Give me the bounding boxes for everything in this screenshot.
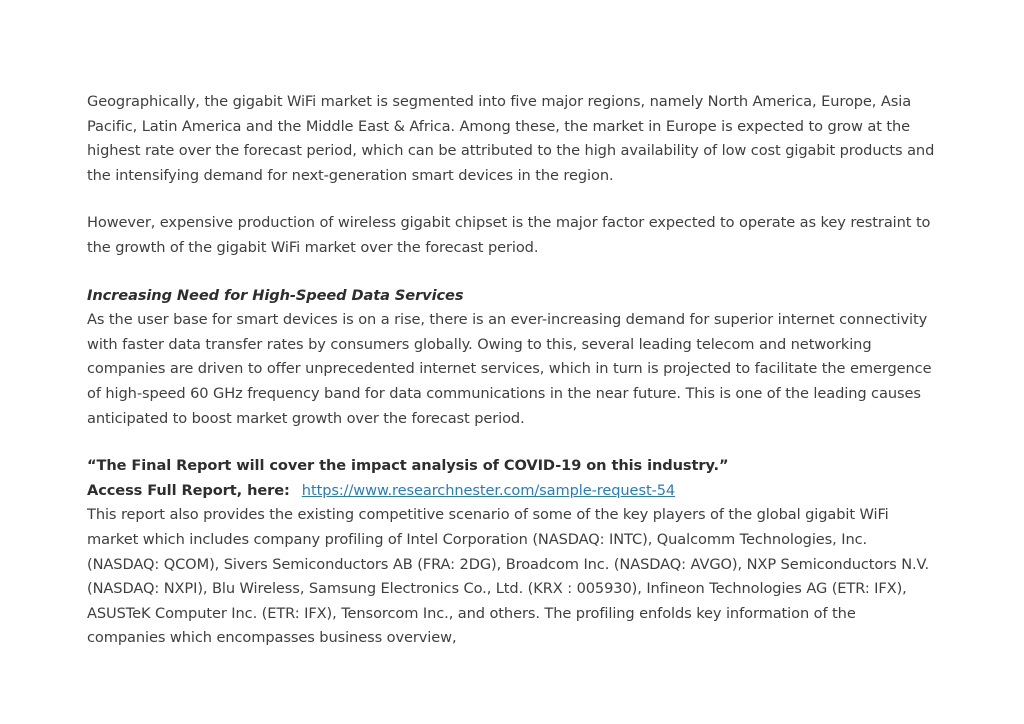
section-body: As the user base for smart devices is on a rise, there is an ever-increasing demand for superior internet connectivity with faster data transfer rates by consumers globally. Owing to this, several leading telecom and networking companies are driven to offer unprecedented internet services, which in turn is projected to facilitate the emergence of high-speed 60 GHz frequency band for data communications in the near future. This is one of the leading causes anticipated to boost market growth over the forecast period. (87, 311, 932, 427)
access-report-label: Access Full Report, here: (87, 481, 290, 499)
covid-quote: “The Final Report will cover the impact analysis of COVID-19 on this industry.” (87, 457, 729, 475)
report-section (87, 454, 937, 651)
access-report-line (87, 479, 937, 504)
section-heading: Increasing Need for High-Speed Data Services (87, 286, 464, 304)
report-link[interactable]: https://www.researchnester.com/sample-request-54 (301, 481, 676, 499)
section-high-speed-data (87, 284, 937, 432)
document-page (87, 90, 937, 674)
paragraph-restraint: However, expensive production of wireless gigabit chipset is the major factor expected to operate as key restraint to the growth of the gigabit WiFi market over the forecast period. (87, 214, 931, 256)
paragraph-regions: Geographically, the gigabit WiFi market is segmented into five major regions, namely North America, Europe, Asia Pacific, Latin America and the Middle East & Africa. Among these, the market in Europe is expected to grow at the highest rate over the forecast period, which can be attributed to the high availability of low cost gigabit products and the intensifying demand for next-generation smart devices in the region. (87, 93, 935, 184)
report-body: This report also provides the existing competitive scenario of some of the key players of the global gigabit WiFi market which includes company profiling of Intel Corporation (NASDAQ: INTC), Qualcomm Technologies, Inc. (NASDAQ: QCOM), Sivers Semiconductors AB (FRA: 2DG), Broadcom Inc. (NASDAQ: AVGO), NXP Semiconductors N.V. (NASDAQ: NXPI), Blu Wireless, Samsung Electronics Co., Ltd. (KRX : 005930), Infineon Technologies AG (ETR: IFX), ASUSTeK Computer Inc. (ETR: IFX), Tensorcom Inc., and others. The profiling enfolds key information of the companies which encompasses business overview, (87, 506, 930, 647)
